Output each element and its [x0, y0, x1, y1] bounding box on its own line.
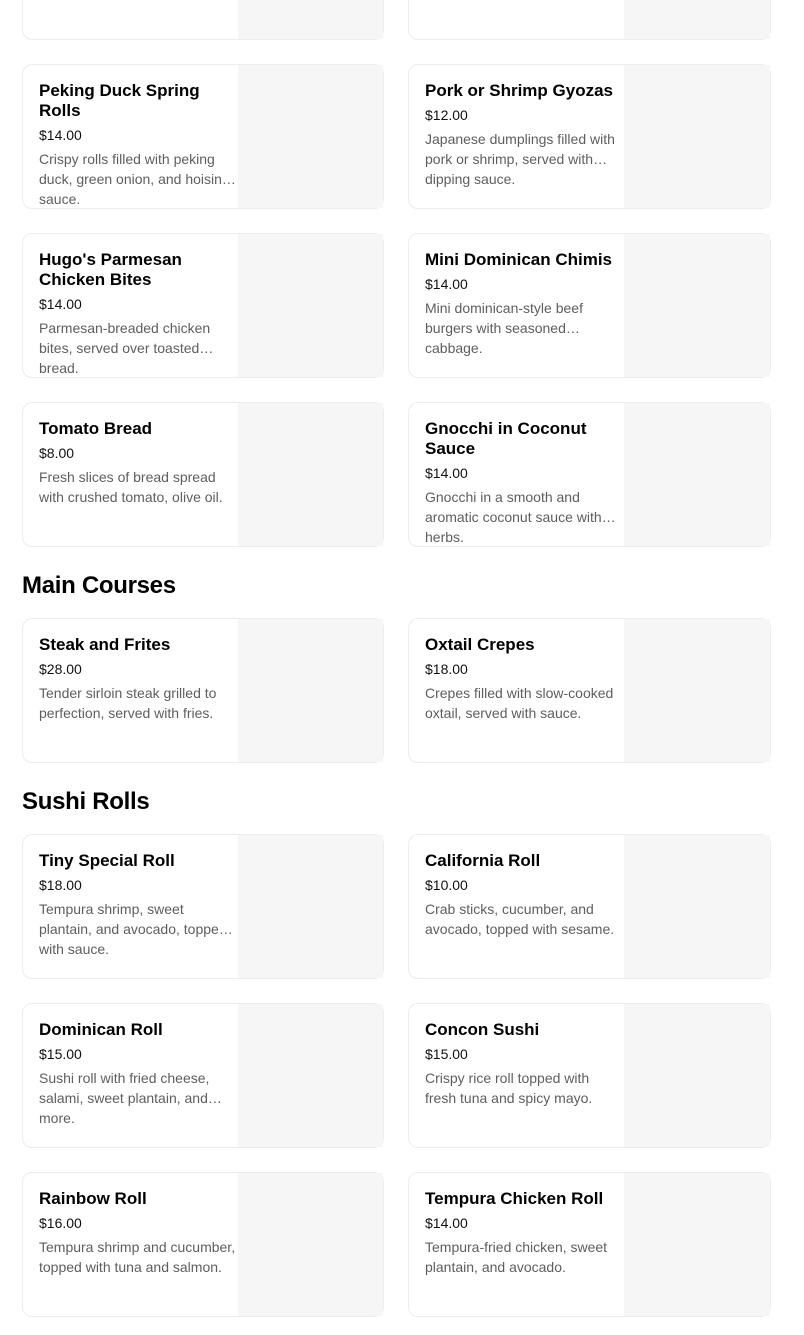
item-description: Japanese dumplings filled with pork or shrimp, served with dipping sauce.: [425, 131, 615, 187]
item-image-placeholder: [624, 65, 770, 208]
menu-item-card[interactable]: [22, 834, 384, 979]
item-name: Tomato Bread: [39, 419, 153, 438]
item-name: Dominican Roll: [39, 1020, 163, 1039]
item-description: Parmesan-breaded chicken bites, served over toasted bread.: [39, 320, 211, 376]
item-price: $12.00: [425, 107, 468, 123]
menu-item-card[interactable]: [22, 1172, 384, 1317]
item-name: Hugo's Parmesan Chicken Bites: [39, 250, 182, 289]
menu-item-card[interactable]: [22, 233, 384, 378]
item-price: $14.00: [425, 1215, 468, 1231]
section-title: Sushi Rolls: [22, 788, 150, 815]
item-image-placeholder: [238, 619, 383, 762]
item-description: Crispy rolls filled with peking duck, green onion, and hoisin sauce.: [39, 151, 222, 207]
item-price: $18.00: [39, 877, 82, 893]
item-description: Crab sticks, cucumber, and avocado, topped with sesame.: [425, 901, 615, 937]
item-image-placeholder: [624, 835, 770, 978]
item-price: $14.00: [425, 465, 468, 481]
menu-grid: [22, 618, 782, 763]
item-price: $16.00: [39, 1215, 82, 1231]
item-name: Tiny Special Roll: [39, 851, 175, 870]
menu-grid: [22, 0, 782, 547]
item-image-placeholder: [238, 65, 383, 208]
menu-item-card[interactable]: [408, 0, 771, 40]
item-image-placeholder: [624, 0, 770, 39]
section-title: Main Courses: [22, 572, 176, 599]
menu-item-card[interactable]: [408, 402, 771, 547]
item-image-placeholder: [624, 1173, 770, 1316]
item-name: Mini Dominican Chimis: [425, 250, 613, 269]
item-name: Rainbow Roll: [39, 1189, 147, 1208]
item-image-placeholder: [624, 1004, 770, 1147]
item-image-placeholder: [238, 234, 383, 377]
menu-item-card[interactable]: [22, 64, 384, 209]
item-name: Gnocchi in Coconut Sauce: [425, 419, 587, 458]
item-image-placeholder: [238, 403, 383, 546]
item-price: $14.00: [425, 276, 468, 292]
menu-item-card[interactable]: [408, 1003, 771, 1148]
item-image-placeholder: [624, 619, 770, 762]
item-description: Tender sirloin steak grilled to perfection, served with fries.: [39, 685, 217, 721]
item-description: Mini dominican-style beef burgers with seasoned cabbage.: [425, 300, 583, 356]
item-name: Oxtail Crepes: [425, 635, 535, 654]
item-description: Gnocchi in a smooth and aromatic coconut sauce with herbs.: [425, 489, 602, 545]
menu-item-card[interactable]: [22, 402, 384, 547]
menu-item-card[interactable]: [408, 64, 771, 209]
item-price: $28.00: [39, 661, 82, 677]
item-description: Sushi roll with fried cheese, salami, sweet plantain, and more.: [39, 1070, 210, 1126]
menu-item-card[interactable]: [22, 618, 384, 763]
menu-grid: [22, 834, 782, 1317]
item-price: $8.00: [39, 445, 75, 461]
item-description: Tempura-fried chicken, sweet plantain, and avocado.: [425, 1239, 608, 1275]
menu-item-card[interactable]: [22, 1003, 384, 1148]
item-image-placeholder: [238, 0, 383, 39]
item-price: $18.00: [425, 661, 468, 677]
menu-section-sushi-rolls: [0, 782, 804, 1317]
item-name: Tempura Chicken Roll: [425, 1189, 604, 1208]
menu-section-main-courses: [0, 566, 804, 763]
item-description: Fresh slices of bread spread with crushed tomato, olive oil.: [39, 469, 223, 505]
menu-item-card[interactable]: [408, 618, 771, 763]
menu-item-card[interactable]: [408, 1172, 771, 1317]
item-image-placeholder: [238, 1004, 383, 1147]
item-image-placeholder: [238, 835, 383, 978]
item-name: Pork or Shrimp Gyozas: [425, 81, 613, 100]
item-image-placeholder: [624, 403, 770, 546]
item-name: Peking Duck Spring Rolls: [39, 81, 200, 120]
menu-section-appetizers: [0, 0, 804, 547]
item-price: $14.00: [39, 127, 82, 143]
item-image-placeholder: [624, 234, 770, 377]
item-price: $15.00: [425, 1046, 468, 1062]
item-image-placeholder: [238, 1173, 383, 1316]
menu-item-card[interactable]: [408, 834, 771, 979]
menu-item-card[interactable]: [22, 0, 384, 40]
item-description: Crispy rice roll topped with fresh tuna and spicy mayo.: [425, 1070, 593, 1106]
item-description: Crepes filled with slow-cooked oxtail, served with sauce.: [425, 685, 614, 721]
item-price: $15.00: [39, 1046, 82, 1062]
item-name: Steak and Frites: [39, 635, 171, 654]
item-price: $10.00: [425, 877, 468, 893]
item-price: $14.00: [39, 296, 82, 312]
item-name: California Roll: [425, 851, 541, 870]
item-description: Tempura shrimp, sweet plantain, and avocado, topped with sauce.: [39, 901, 227, 957]
item-name: Concon Sushi: [425, 1020, 540, 1039]
item-description: Tempura shrimp and cucumber, topped with tuna and salmon.: [39, 1239, 236, 1275]
menu-item-card[interactable]: [408, 233, 771, 378]
